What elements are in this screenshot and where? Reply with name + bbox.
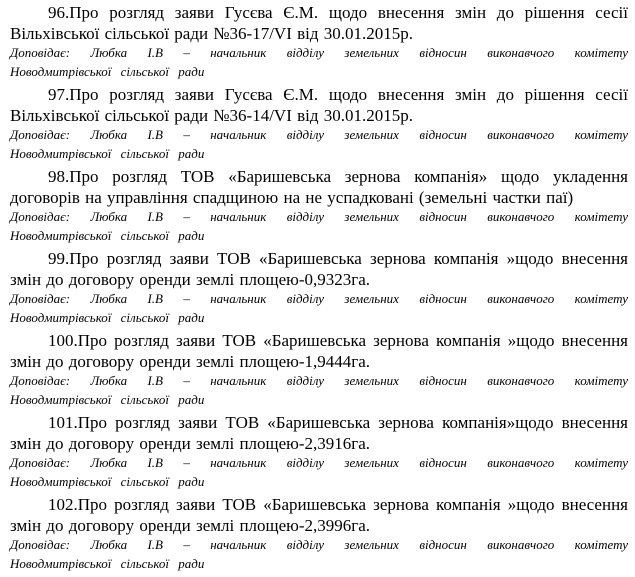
agenda-item-speaker: Доповідає: Любка І.В – начальник відділу земельних відносин виконавчого комітету Новодмитрівської сільської ради xyxy=(10,537,628,571)
agenda-item-title: 100.Про розгляд заяви ТОВ «Баришевська зернова компанія »щодо внесення змін до договору оренди землі площею-1,9444га. xyxy=(10,331,628,371)
agenda-item-title: 99.Про розгляд заяви ТОВ «Баришевська зернова компанія »щодо внесення змін до договору оренди землі площею-0,9323га. xyxy=(10,249,628,289)
agenda-item-title: 97.Про розгляд заяви Гусєва Є.М. щодо внесення змін до рішення сесії Вільхівської сільської ради №36-14/VI від 30.01.2015р. xyxy=(10,85,628,125)
agenda-item-98 xyxy=(10,167,628,245)
agenda-item-speaker: Доповідає: Любка І.В – начальник відділу земельних відносин виконавчого комітету Новодмитрівської сільської ради xyxy=(10,209,628,243)
agenda-document xyxy=(10,0,628,577)
agenda-item-speaker: Доповідає: Любка І.В – начальник відділу земельних відносин виконавчого комітету Новодмитрівської сільської ради xyxy=(10,291,628,325)
agenda-item-speaker: Доповідає: Любка І.В – начальник відділу земельних відносин виконавчого комітету Новодмитрівської сільської ради xyxy=(10,455,628,489)
agenda-item-99 xyxy=(10,249,628,327)
agenda-item-speaker: Доповідає: Любка І.В – начальник відділу земельних відносин виконавчого комітету Новодмитрівської сільської ради xyxy=(10,127,628,161)
agenda-item-100 xyxy=(10,331,628,409)
agenda-item-102 xyxy=(10,495,628,573)
agenda-item-96 xyxy=(10,3,628,81)
agenda-item-97 xyxy=(10,85,628,163)
agenda-item-101 xyxy=(10,413,628,491)
agenda-item-title: 102.Про розгляд заяви ТОВ «Баришевська зернова компанія »щодо внесення змін до договору оренди землі площею-2,3996га. xyxy=(10,495,628,535)
agenda-item-title: 101.Про розгляд заяви ТОВ «Баришевська зернова компанія»щодо внесення змін до договору оренди землі площею-2,3916га. xyxy=(10,413,628,453)
agenda-item-title: 98.Про розгляд ТОВ «Баришевська зернова компанія» щодо укладення договорів на управління спадщиною на не успадковані (земельні частки паї) xyxy=(10,167,628,207)
agenda-item-speaker: Доповідає: Любка І.В – начальник відділу земельних відносин виконавчого комітету Новодмитрівської сільської ради xyxy=(10,45,628,79)
agenda-item-title: 96.Про розгляд заяви Гусєва Є.М. щодо внесення змін до рішення сесії Вільхівської сільської ради №36-17/VI від 30.01.2015р. xyxy=(10,3,628,43)
agenda-item-speaker: Доповідає: Любка І.В – начальник відділу земельних відносин виконавчого комітету Новодмитрівської сільської ради xyxy=(10,373,628,407)
